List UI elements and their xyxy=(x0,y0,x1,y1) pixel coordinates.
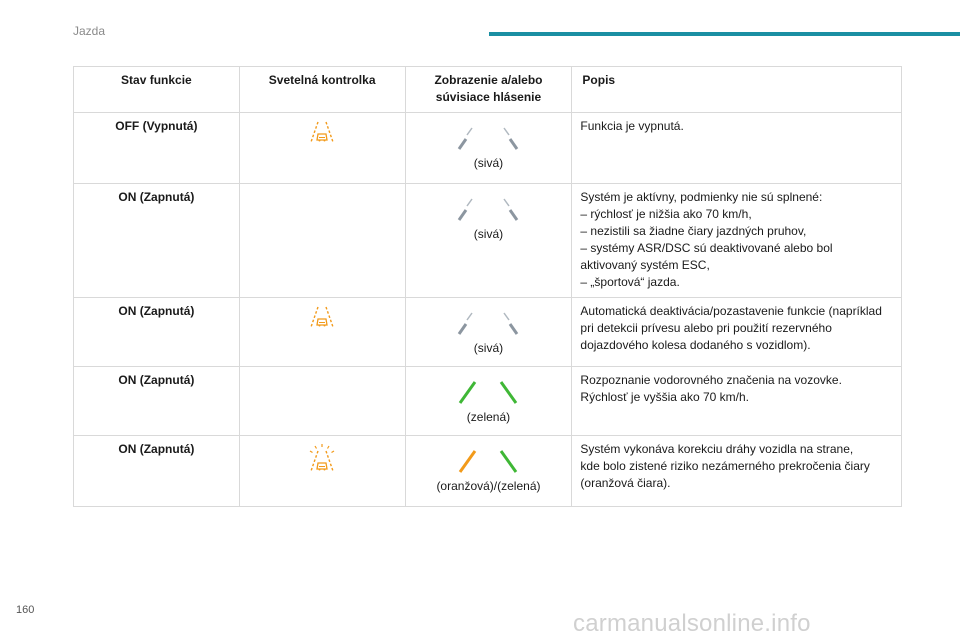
description-cell xyxy=(572,367,902,436)
display-cell xyxy=(405,298,572,367)
description-line: – rýchlosť je nižšia ako 70 km/h, xyxy=(580,207,752,221)
description-cell xyxy=(572,184,902,298)
watermark-text: carmanualsonline.info xyxy=(573,610,811,637)
description-line: Systém vykonáva korekciu dráhy vozidla na strane, xyxy=(580,442,854,456)
table-row xyxy=(74,113,902,184)
state-cell: ON (Zapnutá) xyxy=(74,367,240,436)
display-cell xyxy=(405,113,572,184)
description-line: Systém je aktívny, podmienky nie sú splnené: xyxy=(580,190,823,204)
description-line: Automatická deaktivácia/pozastavenie funkcie (napríklad xyxy=(580,304,882,318)
header-display-line2: súvisiace hlásenie xyxy=(435,90,542,104)
lane-keep-warning-icon xyxy=(309,120,335,144)
description-cell xyxy=(572,436,902,507)
description-line: – „športová“ jazda. xyxy=(580,275,680,289)
function-status-table xyxy=(73,66,902,507)
display-caption: (zelená) xyxy=(466,410,511,424)
header-state: Stav funkcie xyxy=(74,67,240,113)
gray-lane-lines-icon xyxy=(457,196,519,222)
state-cell: ON (Zapnutá) xyxy=(74,184,240,298)
page-number: 160 xyxy=(16,604,35,616)
description-line: kde bolo zistené riziko nezámerného prekročenia čiary xyxy=(580,459,870,473)
description-line: – nezistili sa žiadne čiary jazdných pruhov, xyxy=(580,224,807,238)
lane-keep-active-icon xyxy=(307,443,337,473)
header-lamp: Svetelná kontrolka xyxy=(239,67,405,113)
table-header-row xyxy=(74,67,902,113)
description-line: aktivovaný systém ESC, xyxy=(580,258,710,272)
gray-lane-lines-icon xyxy=(457,125,519,151)
display-caption: (oranžová)/(zelená) xyxy=(436,479,541,493)
lamp-cell xyxy=(239,367,405,436)
description-line: (oranžová čiara). xyxy=(580,476,671,490)
description-line: – systémy ASR/DSC sú deaktivované alebo bol xyxy=(580,241,833,255)
description-line: Rýchlosť je vyššia ako 70 km/h. xyxy=(580,390,749,404)
description-line: Rozpoznanie vodorovného značenia na vozovke. xyxy=(580,373,842,387)
section-title: Jazda xyxy=(73,24,106,38)
lamp-cell xyxy=(239,113,405,184)
description-line: pri detekcii prívesu alebo pri použití rezervného xyxy=(580,321,832,335)
header-accent-bar xyxy=(489,32,960,36)
lamp-cell xyxy=(239,184,405,298)
table-row xyxy=(74,298,902,367)
state-cell: OFF (Vypnutá) xyxy=(74,113,240,184)
lamp-cell xyxy=(239,436,405,507)
green-lane-lines-icon xyxy=(457,379,519,405)
description-line: Funkcia je vypnutá. xyxy=(580,119,684,133)
header-display xyxy=(405,67,572,113)
gray-lane-lines-icon xyxy=(457,310,519,336)
display-cell xyxy=(405,436,572,507)
display-cell xyxy=(405,184,572,298)
description-cell xyxy=(572,113,902,184)
display-caption: (sivá) xyxy=(473,227,504,241)
display-caption: (sivá) xyxy=(473,341,504,355)
lamp-cell xyxy=(239,298,405,367)
table-row xyxy=(74,367,902,436)
display-caption: (sivá) xyxy=(473,156,504,170)
display-cell xyxy=(405,367,572,436)
table-row xyxy=(74,436,902,507)
table-row xyxy=(74,184,902,298)
lane-keep-warning-icon xyxy=(309,305,335,329)
description-line: dojazdového kolesa dodaného s vozidlom). xyxy=(580,338,811,352)
state-cell: ON (Zapnutá) xyxy=(74,436,240,507)
header-description: Popis xyxy=(572,67,902,113)
state-cell: ON (Zapnutá) xyxy=(74,298,240,367)
description-cell xyxy=(572,298,902,367)
header-display-line1: Zobrazenie a/alebo xyxy=(434,73,543,87)
orange-green-lane-lines-icon xyxy=(457,448,519,474)
